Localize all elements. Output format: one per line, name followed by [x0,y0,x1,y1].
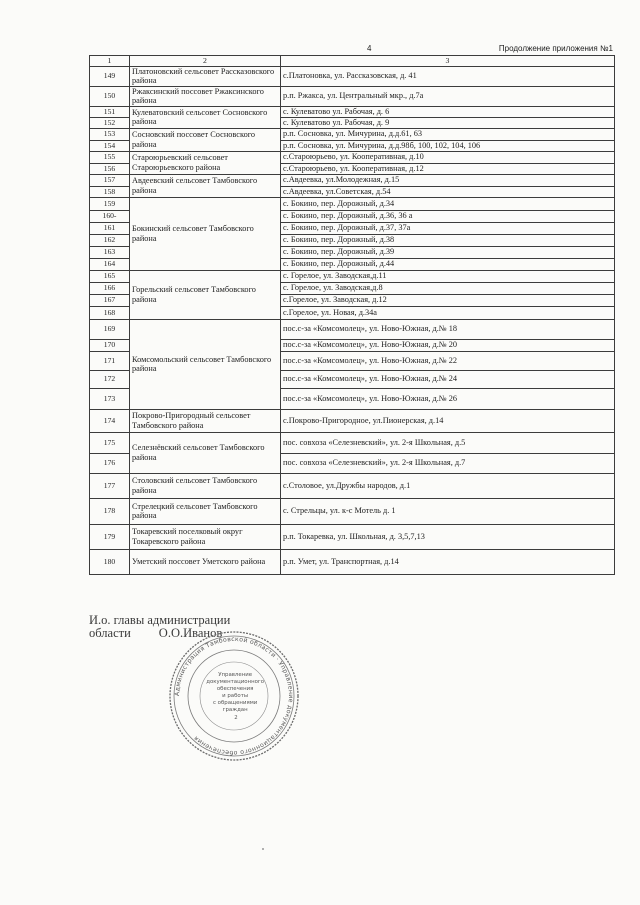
row-number: 175 [90,432,130,453]
address-cell: р.п. Ржакса, ул. Центральный мкр., д.7а [281,86,615,106]
table-row [90,473,615,498]
signature-name: О.О.Иванов [158,626,223,640]
address-cell: пос.с-за «Комсомолец», ул. Ново-Южная, д.№ 26 [281,388,615,409]
table-row [90,151,615,163]
signature-position: И.о. главы администрации [89,613,231,627]
address-cell: пос.с-за «Комсомолец», ул. Ново-Южная, д.№ 22 [281,351,615,370]
signature-region: области [89,626,131,640]
settlement-name: Авдеевский сельсовет Тамбовского района [130,174,281,197]
table-row [90,498,615,524]
seal-line-5: с обращениями [213,700,258,706]
address-cell: с.Авдеевка, ул.Молодежная, д.15 [281,174,615,186]
row-number: 172 [90,370,130,388]
column-header-3: 3 [281,56,615,67]
address-cell: р.п. Сосновка, ул. Мичурина, д.д.98б, 100, 102, 104, 106 [281,140,615,151]
settlement-name: Селезнёвский сельсовет Тамбовского района [130,432,281,473]
settlement-name: Кулеватовский сельсовет Сосновского района [130,106,281,128]
address-cell: р.п. Сосновка, ул. Мичурина, д.д.61, 63 [281,128,615,140]
table-row [90,86,615,106]
continuation-title: Продолжение приложения №1 [498,44,613,53]
seal-line-1: Управление [218,672,253,678]
address-cell: пос.с-за «Комсомолец», ул. Ново-Южная, д.№ 18 [281,319,615,339]
address-cell: с.Авдеевка, ул.Советская, д.54 [281,186,615,197]
settlement-name: Столовский сельсовет Тамбовского района [130,473,281,498]
table-row [90,270,615,282]
address-cell: р.п. Умет, ул. Транспортная, д.14 [281,549,615,574]
svg-text:Управление документационно [206,672,266,721]
row-number: 152 [90,117,130,128]
address-cell: с.Староюрьево, ул. Кооперативная, д.10 [281,151,615,163]
row-number: 157 [90,174,130,186]
address-cell: с. Стрельцы, ул. к-с Мотель д. 1 [281,498,615,524]
row-number: 162 [90,234,130,246]
row-number: 174 [90,409,130,432]
row-number: 167 [90,294,130,306]
address-cell: пос.с-за «Комсомолец», ул. Ново-Южная, д.№ 20 [281,339,615,351]
row-number: 165 [90,270,130,282]
address-cell: с. Кулеватово ул. Рабочая, д. 9 [281,117,615,128]
address-cell: с.Покрово-Пригородное, ул.Пионерская, д.14 [281,409,615,432]
settlement-name: Токаревский поселковый округ Токаревского района [130,524,281,549]
table-row [90,197,615,210]
table-row [90,106,615,117]
seal-number: 2 [234,715,238,721]
table-row [90,549,615,574]
table-row [90,524,615,549]
row-number: 150 [90,86,130,106]
page-number: 4 [367,44,372,53]
row-number: 179 [90,524,130,549]
row-number: 155 [90,151,130,163]
settlement-name: Уметский поссовет Уметского района [130,549,281,574]
table-row [90,409,615,432]
row-number: 170 [90,339,130,351]
settlement-name: Сосновский поссовет Сосновского района [130,128,281,151]
seal-line-4: и работы [222,693,249,699]
address-cell: с.Платоновка, ул. Рассказовская, д. 41 [281,66,615,86]
row-number: 159 [90,197,130,210]
settlement-name: Комсомольский сельсовет Тамбовского района [130,319,281,409]
table-row [90,66,615,86]
row-number: 169 [90,319,130,339]
row-number: 171 [90,351,130,370]
row-number: 156 [90,163,130,174]
address-cell: с. Кулеватово ул. Рабочая, д. 6 [281,106,615,117]
row-number: 168 [90,306,130,319]
settlement-name: Староюрьевский сельсовет Староюрьевского района [130,151,281,174]
seal-line-2: документационного [206,679,265,685]
row-number: 180 [90,549,130,574]
address-cell: с. Горелое, ул. Заводская,д.11 [281,270,615,282]
table-row [90,174,615,186]
settlement-name: Ржаксинский поссовет Ржаксинского района [130,86,281,106]
row-number: 163 [90,246,130,258]
table-row [90,432,615,453]
address-cell: с.Горелое, ул. Заводская, д.12 [281,294,615,306]
row-number: 178 [90,498,130,524]
settlement-name: Бокинский сельсовет Тамбовского района [130,197,281,270]
row-number: 153 [90,128,130,140]
official-seal [166,628,302,764]
row-number: 164 [90,258,130,270]
seal-line-6: граждан [222,707,248,713]
address-cell: с.Горелое, ул. Новая, д.34а [281,306,615,319]
row-number: 177 [90,473,130,498]
address-cell: с. Бокино, пер. Дорожный, д.36, 36 а [281,210,615,222]
row-number: 173 [90,388,130,409]
address-cell: пос. совхоза «Селезневский», ул. 2-я Школьная, д.5 [281,432,615,453]
column-header-2: 2 [130,56,281,67]
address-cell: с. Бокино, пер. Дорожный, д.44 [281,258,615,270]
address-cell: с. Бокино, пер. Дорожный, д.34 [281,197,615,210]
scan-speck [262,848,264,850]
table-row [90,128,615,140]
settlement-name: Покрово-Пригородный сельсовет Тамбовского района [130,409,281,432]
settlement-name: Горельский сельсовет Тамбовского района [130,270,281,319]
addresses-table [89,55,615,575]
settlement-name: Стрелецкий сельсовет Тамбовского района [130,498,281,524]
row-number: 158 [90,186,130,197]
table-row [90,319,615,339]
address-cell: с.Староюрьево, ул. Кооперативная, д.12 [281,163,615,174]
column-header-1: 1 [90,56,130,67]
address-cell: с. Бокино, пер. Дорожный, д.39 [281,246,615,258]
row-number: 154 [90,140,130,151]
table-header-row [90,56,615,67]
settlement-name: Платоновский сельсовет Рассказовского района [130,66,281,86]
address-cell: с.Столовое, ул.Дружбы народов, д.1 [281,473,615,498]
address-cell: с. Горелое, ул. Заводская,д.8 [281,282,615,294]
row-number: 151 [90,106,130,117]
address-cell: с. Бокино, пер. Дорожный, д.37, 37а [281,222,615,234]
address-cell: р.п. Токаревка, ул. Школьная, д. 3,5,7,13 [281,524,615,549]
seal-line-3: обеспечения [216,686,254,692]
address-cell: пос.с-за «Комсомолец», ул. Ново-Южная, д.№ 24 [281,370,615,388]
address-cell: пос. совхоза «Селезневский», ул. 2-я Школьная, д.7 [281,453,615,473]
row-number: 149 [90,66,130,86]
row-number: 160- [90,210,130,222]
seal-outer-text: Администрация Тамбовской области · Управление документационного обеспечения [173,635,295,757]
row-number: 176 [90,453,130,473]
row-number: 166 [90,282,130,294]
address-cell: с. Бокино, пер. Дорожный, д.38 [281,234,615,246]
row-number: 161 [90,222,130,234]
